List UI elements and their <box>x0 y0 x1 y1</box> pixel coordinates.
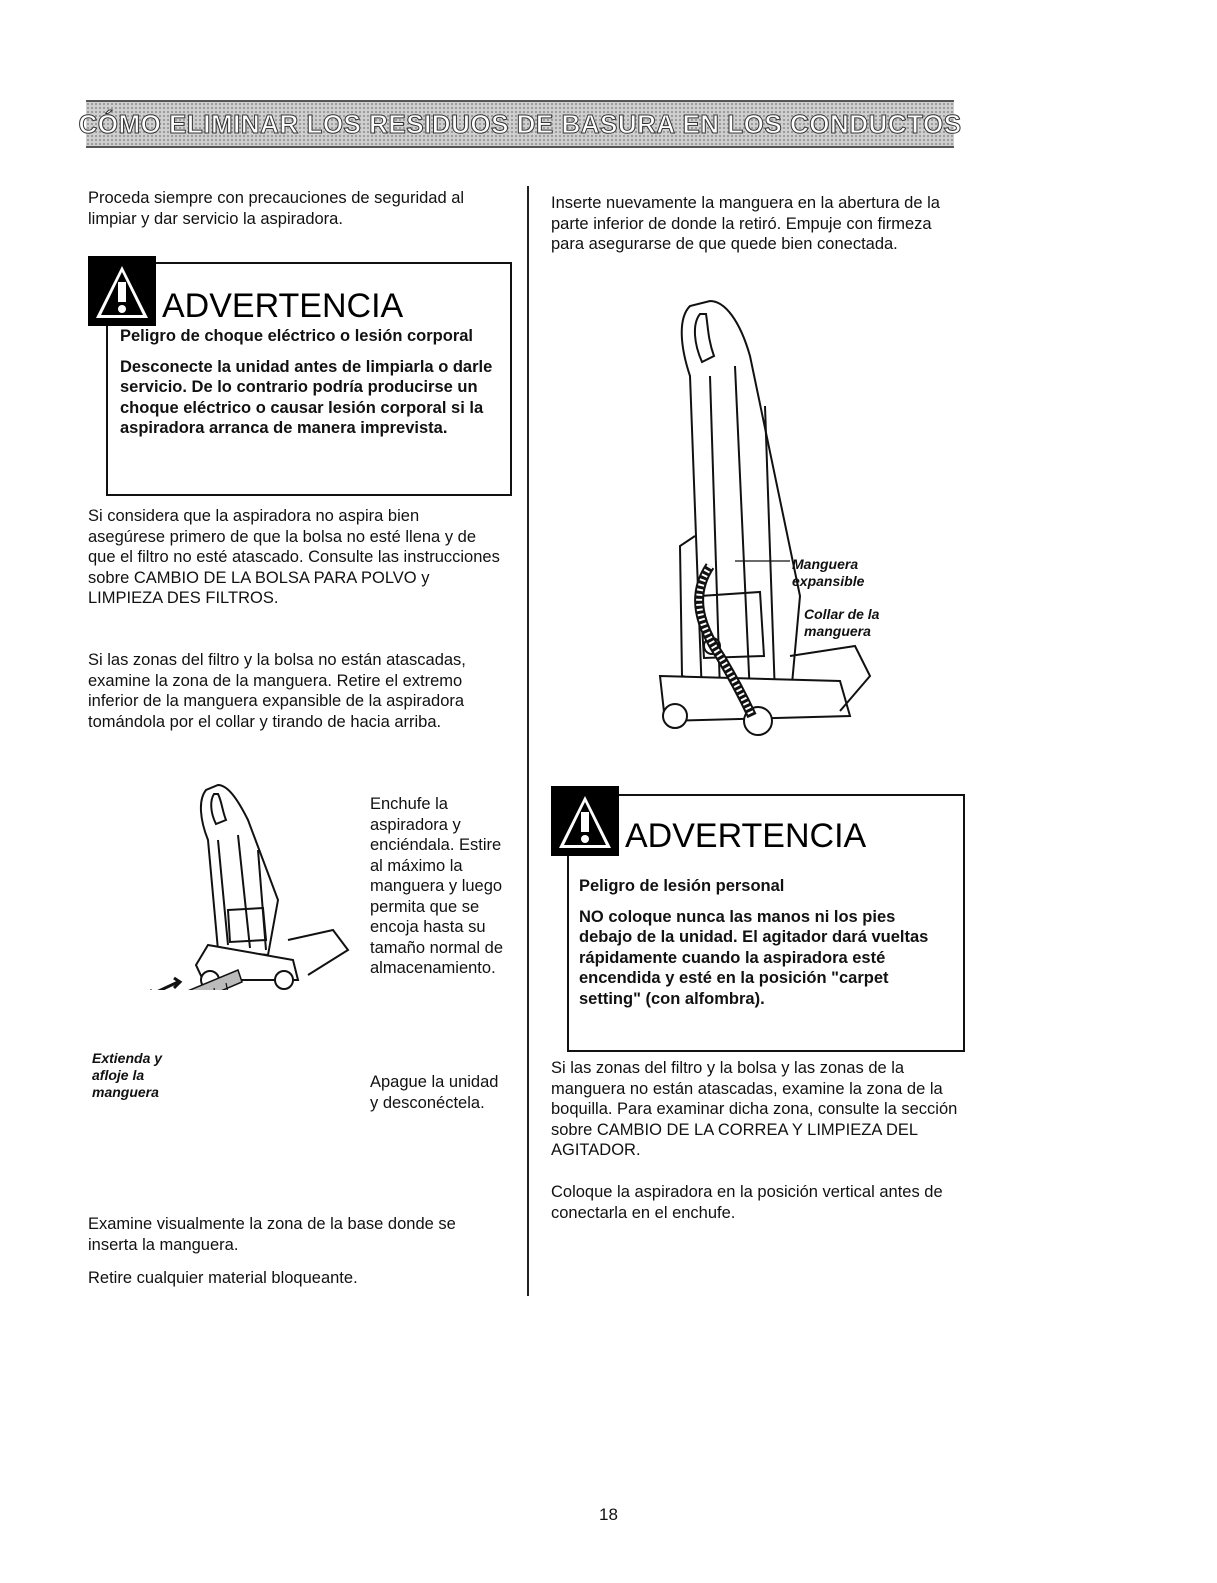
warning-text: NO coloque nunca las manos ni los pies debajo de la unidad. El agitador dará vueltas rápidamente cuando la aspiradora esté encendida y esté en la posición "carpet setting" (con alfombra). <box>579 907 929 1008</box>
warning-title: ADVERTENCIA <box>162 286 409 326</box>
side-text-plug-in: Enchufe la aspiradora y enciéndala. Estire al máximo la manguera y luego permita que se encoja hasta su tamaño normal de almacenamiento. <box>370 795 503 977</box>
warning-box-electric <box>88 256 512 496</box>
warning-title: ADVERTENCIA <box>625 816 872 856</box>
figure-callout-extend: Extienda y afloje la manguera <box>92 1050 163 1100</box>
paragraph-reinsert-hose: Inserte nuevamente la manguera en la abertura de la parte inferior de donde la retiró. Empuje con firmeza para asegurarse de que quede bien conectada. <box>551 194 940 253</box>
vacuum-hose-extended-illustration <box>88 780 358 990</box>
warning-subtitle: Peligro de choque eléctrico o lesión corporal <box>120 327 474 345</box>
paragraph-check-bag: Si considera que la aspiradora no aspira bien asegúrese primero de que la bolsa no esté llena y de que el filtro no esté atascado. Consulte las instrucciones sobre CAMBIO DE LA BOLSA PARA POLVO y LIMPIEZA DES FILTROS. <box>88 507 500 607</box>
warning-subtitle: Peligro de lesión personal <box>579 877 785 895</box>
warning-text: Desconecte la unidad antes de limpiarla o darle servicio. De lo contrario podría producirse un choque eléctrico o causar lesión corporal si la aspiradora arranca de manera imprevista. <box>120 357 493 437</box>
page-title: CÓMO ELIMINAR LOS RESIDUOS DE BASURA EN LOS CONDUCTOS <box>78 108 962 139</box>
callout-expandable-hose: Manguera expansible <box>792 556 865 589</box>
column-divider <box>527 186 529 1296</box>
intro-text: Proceda siempre con precauciones de seguridad al limpiar y dar servicio la aspiradora. <box>88 189 465 228</box>
warning-body <box>120 326 495 449</box>
warning-header <box>88 256 409 326</box>
callout-hose-collar: Collar de la manguera <box>804 606 880 639</box>
warning-box-injury <box>551 786 965 1052</box>
title-banner <box>78 100 962 148</box>
warning-body <box>579 876 949 1019</box>
paragraph-examine-hose: Si las zonas del filtro y la bolsa no están atascadas, examine la zona de la manguera. Retire el extremo inferior de la manguera expansible de la aspiradora tomándola por el collar y tirando de hacia arriba. <box>88 651 466 731</box>
warning-triangle-icon <box>88 256 156 326</box>
vacuum-hose-collar-illustration <box>640 296 890 746</box>
page-number: 18 <box>599 1505 618 1524</box>
paragraph-upright-position: Coloque la aspiradora en la posición vertical antes de conectarla en el enchufe. <box>551 1183 943 1222</box>
warning-triangle-icon <box>551 786 619 856</box>
warning-header <box>551 786 872 856</box>
paragraph-remove-blockage: Retire cualquier material bloqueante. <box>88 1269 358 1287</box>
side-text-unplug: Apague la unidad y desconéctela. <box>370 1073 499 1112</box>
paragraph-examine-nozzle: Si las zonas del filtro y la bolsa y las zonas de la manguera no están atascadas, examine la zona de la boquilla. Para examinar dicha zona, consulte la sección sobre CAMBIO DE LA CORREA Y LIMPIEZA DEL AGITADOR. <box>551 1059 958 1159</box>
paragraph-examine-base: Examine visualmente la zona de la base donde se inserta la manguera. <box>88 1215 456 1254</box>
